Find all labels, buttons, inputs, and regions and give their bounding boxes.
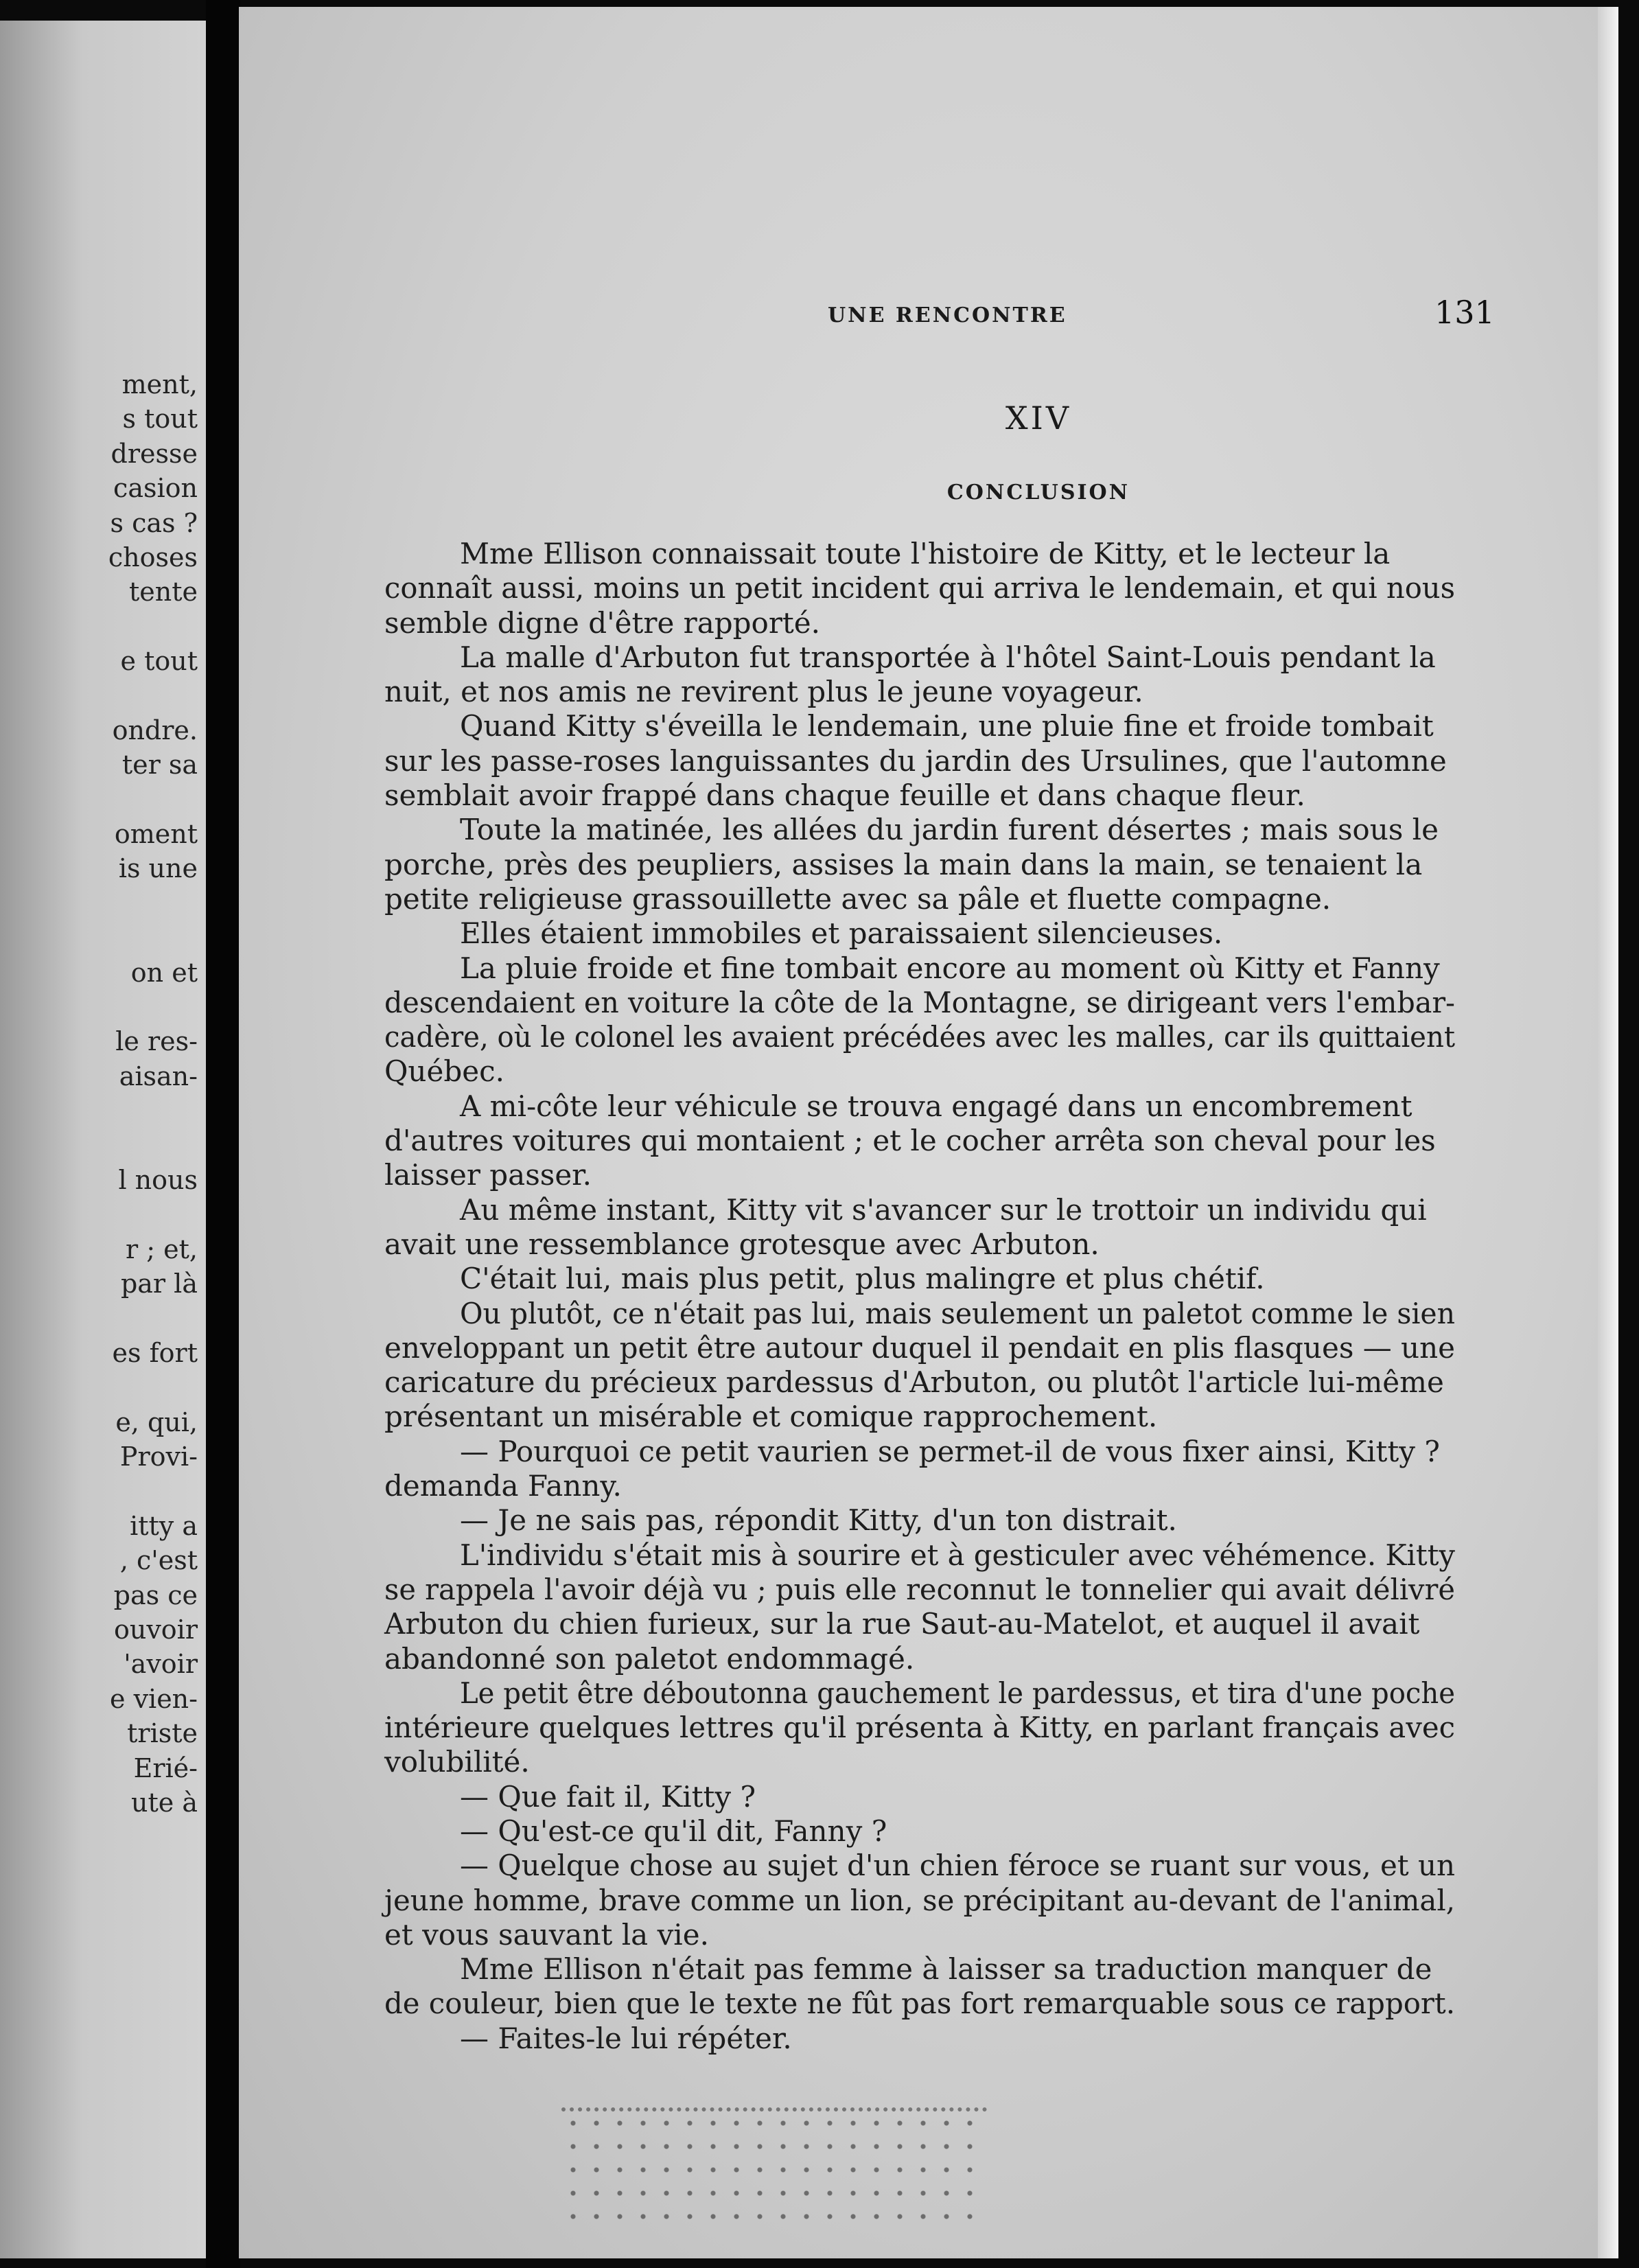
text-line: Mme Ellison connaissait toute l'histoire de Kitty, et le lecteur la — [460, 537, 1391, 570]
text-line: caricature du précieux pardessus d'Arbuton, ou plutôt l'article lui-même — [384, 1365, 1444, 1400]
text-line: volubilité. — [384, 1745, 530, 1779]
text-line: jeune homme, brave comme un lion, se précipitant au-devant de l'animal, — [384, 1883, 1455, 1917]
facing-page-line — [0, 1197, 198, 1231]
text-line: avait une ressemblance grotesque avec Arbuton. — [384, 1227, 1100, 1261]
page-edge — [1598, 7, 1618, 2258]
text-line: Elles étaient immobiles et paraissaient silencieuses. — [460, 916, 1223, 951]
text-line: laisser passer. — [384, 1158, 592, 1192]
text-line: semble digne d'être rapporté. — [384, 605, 821, 640]
text-line: Arbuton du chien furieux, sur la rue Saut-au-Matelot, et auquel il avait — [384, 1607, 1420, 1641]
text-line: Mme Ellison n'était pas femme à laisser sa traduction manquer de — [460, 1952, 1432, 1987]
text-line: demanda Fanny. — [384, 1469, 622, 1503]
facing-page-line: r ; et, — [126, 1234, 198, 1264]
facing-page-line — [0, 1370, 198, 1404]
text-line: — Quelque chose au sujet d'un chien féroce se ruant sur vous, et un — [460, 1849, 1455, 1883]
text-line: abandonné son paletot endommagé. — [384, 1641, 915, 1676]
text-line: nuit, et nos amis ne revirent plus le jeune voyageur. — [384, 675, 1143, 709]
facing-page-line: ute à — [131, 1787, 198, 1818]
text-line: L'individu s'était mis à sourire et à gesticuler avec véhémence. Kitty — [460, 1538, 1455, 1572]
text-line: La pluie froide et fine tombait encore au moment où Kitty et Fanny — [460, 951, 1440, 985]
text-line: — Faites-le lui répéter. — [460, 2021, 792, 2055]
facing-page-text — [0, 367, 198, 1820]
perforated-stamp — [561, 2107, 987, 2228]
text-line: intérieure quelques lettres qu'il présenta à Kitty, en parlant français avec — [384, 1711, 1455, 1745]
facing-page-line: ment, — [121, 369, 198, 400]
text-line: La malle d'Arbuton fut transportée à l'hôtel Saint-Louis pendant la — [460, 640, 1436, 674]
text-line: — Que fait il, Kitty ? — [460, 1779, 756, 1814]
text-line: Québec. — [384, 1054, 504, 1089]
text-line: sur les passe-roses languissantes du jardin des Ursulines, que l'automne — [384, 743, 1447, 778]
text-line: cadère, où le colonel les avaient précédées avec les malles, car ils quittaient — [384, 1020, 1455, 1054]
text-line: Ou plutôt, ce n'était pas lui, mais seulement un paletot comme le sien — [460, 1296, 1455, 1330]
facing-page-line: es fort — [112, 1337, 198, 1368]
facing-page-line: dresse — [111, 438, 198, 469]
body-text — [384, 537, 1618, 2056]
facing-page-line: aisan- — [119, 1061, 198, 1091]
facing-page-line — [0, 1129, 198, 1163]
text-line: petite religieuse grassouillette avec sa pâle et fluette compagne. — [384, 881, 1332, 916]
text-line: Au même instant, Kitty vit s'avancer sur le trottoir un individu qui — [460, 1192, 1427, 1227]
book-page — [239, 7, 1618, 2258]
text-line: descendaient en voiture la côte de la Montagne, se dirigeant vers l'embar- — [384, 985, 1455, 1019]
text-line: d'autres voitures qui montaient ; et le cocher arrêta son cheval pour les — [384, 1124, 1436, 1158]
facing-page-line — [0, 679, 198, 713]
facing-page-line — [0, 783, 198, 817]
text-line: Quand Kitty s'éveilla le lendemain, une pluie fine et froide tombait — [460, 709, 1434, 743]
text-line: — Je ne sais pas, répondit Kitty, d'un ton distrait. — [460, 1503, 1177, 1538]
facing-page-line: on et — [130, 957, 198, 988]
facing-page-line — [0, 1301, 198, 1336]
facing-page-line: triste — [127, 1718, 198, 1749]
text-line: connaît aussi, moins un petit incident qui arriva le lendemain, et qui nous — [384, 571, 1455, 605]
facing-page-line: e tout — [120, 646, 198, 677]
facing-page-line: Erié- — [133, 1752, 198, 1783]
facing-page-line: e vien- — [110, 1683, 198, 1714]
text-line: se rappela l'avoir déjà vu ; puis elle reconnut le tonnelier qui avait délivré — [384, 1572, 1455, 1606]
text-line: Le petit être déboutonna gauchement le pardessus, et tira d'une poche — [460, 1676, 1455, 1710]
facing-page-line: pas ce — [113, 1579, 198, 1610]
facing-page-line: le res- — [115, 1026, 198, 1057]
facing-page-line: is une — [118, 853, 198, 884]
facing-page-line: tente — [129, 577, 198, 608]
facing-page-line: itty a — [130, 1510, 198, 1541]
facing-page-line: , c'est — [119, 1545, 198, 1576]
facing-page-line: ondre. — [112, 715, 198, 745]
text-line: Toute la matinée, les allées du jardin furent désertes ; mais sous le — [460, 813, 1439, 847]
facing-page-line: s cas ? — [110, 507, 198, 538]
page-number: 131 — [1434, 294, 1495, 331]
facing-page-line — [0, 886, 198, 921]
text-line: C'était lui, mais plus petit, plus malingre et plus chétif. — [460, 1262, 1265, 1296]
facing-page-line — [0, 610, 198, 644]
text-line: A mi-côte leur véhicule se trouva engagé dans un encombrement — [460, 1089, 1413, 1123]
facing-page-fragment — [0, 21, 206, 2258]
chapter-title: CONCLUSION — [946, 481, 1130, 505]
book-gutter — [206, 0, 240, 2268]
text-line: enveloppant un petit être autour duquel il pendait en plis flasques — une — [384, 1330, 1455, 1365]
facing-page-line — [0, 1474, 198, 1509]
text-line: et vous sauvant la vie. — [384, 1917, 709, 1952]
text-line: présentant un misérable et comique rapprochement. — [384, 1400, 1158, 1434]
text-line: — Pourquoi ce petit vaurien se permet-il de vous fixer ainsi, Kitty ? — [460, 1434, 1440, 1468]
facing-page-line: l nous — [118, 1164, 198, 1195]
facing-page-line: par là — [120, 1269, 198, 1299]
text-line: — Qu'est-ce qu'il dit, Fanny ? — [460, 1814, 887, 1848]
facing-page-line: 'avoir — [124, 1649, 198, 1680]
text-line: de couleur, bien que le texte ne fût pas fort remarquable sous ce rapport. — [384, 1987, 1455, 2021]
facing-page-line — [0, 921, 198, 955]
facing-page-line: ter sa — [121, 750, 198, 780]
facing-page-line: choses — [108, 542, 198, 572]
text-line: semblait avoir frappé dans chaque feuille et dans chaque fleur. — [384, 778, 1305, 813]
facing-page-line: casion — [113, 473, 198, 504]
chapter-number: XIV — [1005, 400, 1072, 437]
running-head: UNE RENCONTRE — [828, 303, 1067, 327]
text-line: porche, près des peupliers, assises la main dans la main, se tenaient la — [384, 847, 1423, 881]
facing-page-line: Provi- — [119, 1442, 198, 1472]
facing-page-line — [0, 1094, 198, 1128]
facing-page-line: e, qui, — [115, 1407, 198, 1437]
facing-page-line: ouvoir — [113, 1615, 198, 1645]
facing-page-line: s tout — [122, 404, 198, 435]
facing-page-line — [0, 990, 198, 1024]
facing-page-line: oment — [114, 819, 198, 850]
